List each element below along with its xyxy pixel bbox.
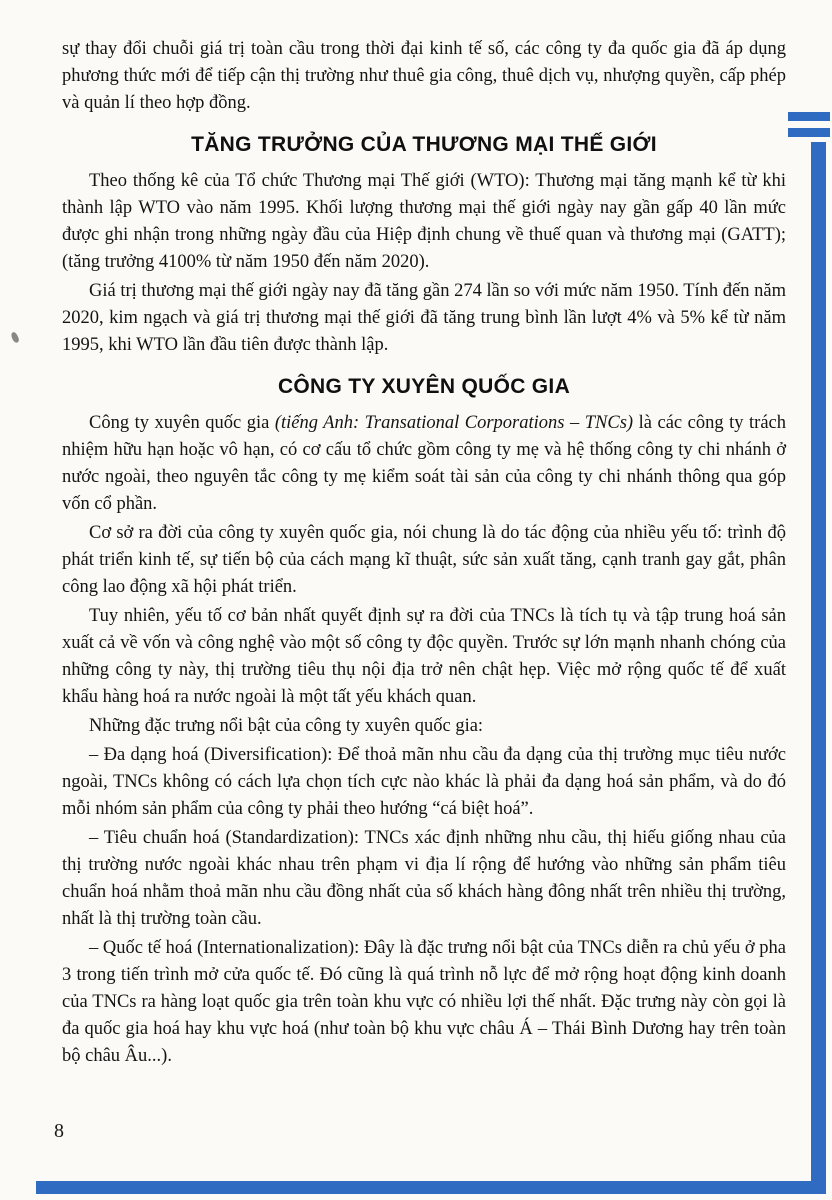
paragraph-tnc-core-factor: Tuy nhiên, yếu tố cơ bản nhất quyết định sự ra đời của TNCs là tích tụ và tập trung hoá sản xuất cả về vốn và công nghệ vào một số công ty độc quyền. Trước sự lớn mạnh nhanh chóng của những công ty này, thị trường tiêu thụ nội địa trở nên chật hẹp. Việc mở rộng quốc tế để xuất khẩu hàng hoá ra nước ngoài là một tất yếu khách quan.	[62, 606, 786, 707]
section-heading-transnational-corporations: CÔNG TY XUYÊN QUỐC GIA	[277, 375, 571, 398]
page-number: 8	[54, 1120, 64, 1142]
tnc-definition-lead: Công ty xuyên quốc gia	[89, 413, 275, 433]
paragraph-trade-1: Theo thống kê của Tổ chức Thương mại Thế giới (WTO): Thương mại tăng mạnh kể từ khi thành lập WTO vào năm 1995. Khối lượng thương mại thế giới ngày nay gần gấp 40 lần mức được ghi nhận trong những ngày đầu của Hiệp định chung về thuế quan và thương mại (GATT); (tăng trưởng 4100% từ năm 1950 đến năm 2020).	[62, 171, 786, 272]
page-content	[62, 36, 786, 1072]
paragraph-tnc-origin: Cơ sở ra đời của công ty xuyên quốc gia, nói chung là do tác động của nhiều yếu tố: trình độ phát triển kinh tế, sự tiến bộ của cách mạng kĩ thuật, sức sản xuất tăng, cạnh tranh gay gắt, phân công lao động xã hội phát triển.	[62, 523, 786, 597]
page-border-dash-top-1	[788, 112, 830, 121]
page-border-right	[811, 142, 826, 1194]
page-border-dash-top-2	[788, 128, 830, 137]
page-border-bottom	[36, 1181, 826, 1194]
paragraph-feature-internationalization: – Quốc tế hoá (Internationalization): Đây là đặc trưng nổi bật của TNCs diễn ra chủ yếu ở pha 3 trong tiến trình mở cửa quốc tế. Đó cũng là quá trình nỗ lực để mở rộng hoạt động kinh doanh của TNCs ra hàng loạt quốc gia trên toàn khu vực có nhiều lợi thế nhất. Đặc trưng này còn gọi là đa quốc gia hoá hay khu vực hoá (như toàn bộ khu vực châu Á – Thái Bình Dương hay trên toàn bộ châu Âu...).	[62, 938, 786, 1066]
continued-paragraph: sự thay đổi chuỗi giá trị toàn cầu trong thời đại kinh tế số, các công ty đa quốc gia đã áp dụng phương thức mới để tiếp cận thị trường như thuê gia công, thuê dịch vụ, nhượng quyền, cấp phép và quản lí theo hợp đồng.	[62, 39, 786, 113]
tnc-definition-english-term: (tiếng Anh: Transational Corporations – TNCs)	[274, 413, 634, 433]
paragraph-trade-2: Giá trị thương mại thế giới ngày nay đã tăng gần 274 lần so với mức năm 1950. Tính đến năm 2020, kim ngạch và giá trị thương mại thế giới đã tăng trung bình lần lượt 4% và 5% kể từ năm 1995, khi WTO lần đầu tiên được thành lập.	[62, 281, 786, 355]
paragraph-feature-standardization: – Tiêu chuẩn hoá (Standardization): TNCs xác định những nhu cầu, thị hiếu giống nhau của thị trường nước ngoài khác nhau trên phạm vi địa lí rộng để hướng vào những sản phẩm tiêu chuẩn hoá nhằm thoả mãn nhu cầu đồng nhất của số khách hàng đông nhất trên nhiều thị trường, nhất là thị trường toàn cầu.	[62, 828, 786, 929]
scan-artifact-mark	[10, 331, 20, 344]
paragraph-tnc-definition	[62, 410, 786, 518]
paragraph-feature-diversification: – Đa dạng hoá (Diversification): Để thoả mãn nhu cầu đa dạng của thị trường mục tiêu nước ngoài, TNCs không có cách lựa chọn tích cực nào khác là phải đa dạng hoá sản phẩm, và do đó mỗi nhóm sản phẩm của công ty phải theo hướng “cá biệt hoá”.	[62, 745, 786, 819]
paragraph-tnc-features-intro: Những đặc trưng nổi bật của công ty xuyên quốc gia:	[89, 716, 484, 736]
section-heading-trade-growth: TĂNG TRƯỞNG CỦA THƯƠNG MẠI THẾ GIỚI	[191, 133, 657, 156]
tnc-definition-rest: là các công ty trách nhiệm hữu hạn hoặc vô hạn, có cơ cấu tổ chức gồm công ty mẹ và hệ thống công ty chi nhánh ở nước ngoài, theo nguyên tắc công ty mẹ kiểm soát tài sản của công ty chi nhánh thông qua góp vốn cổ phần.	[62, 413, 786, 514]
